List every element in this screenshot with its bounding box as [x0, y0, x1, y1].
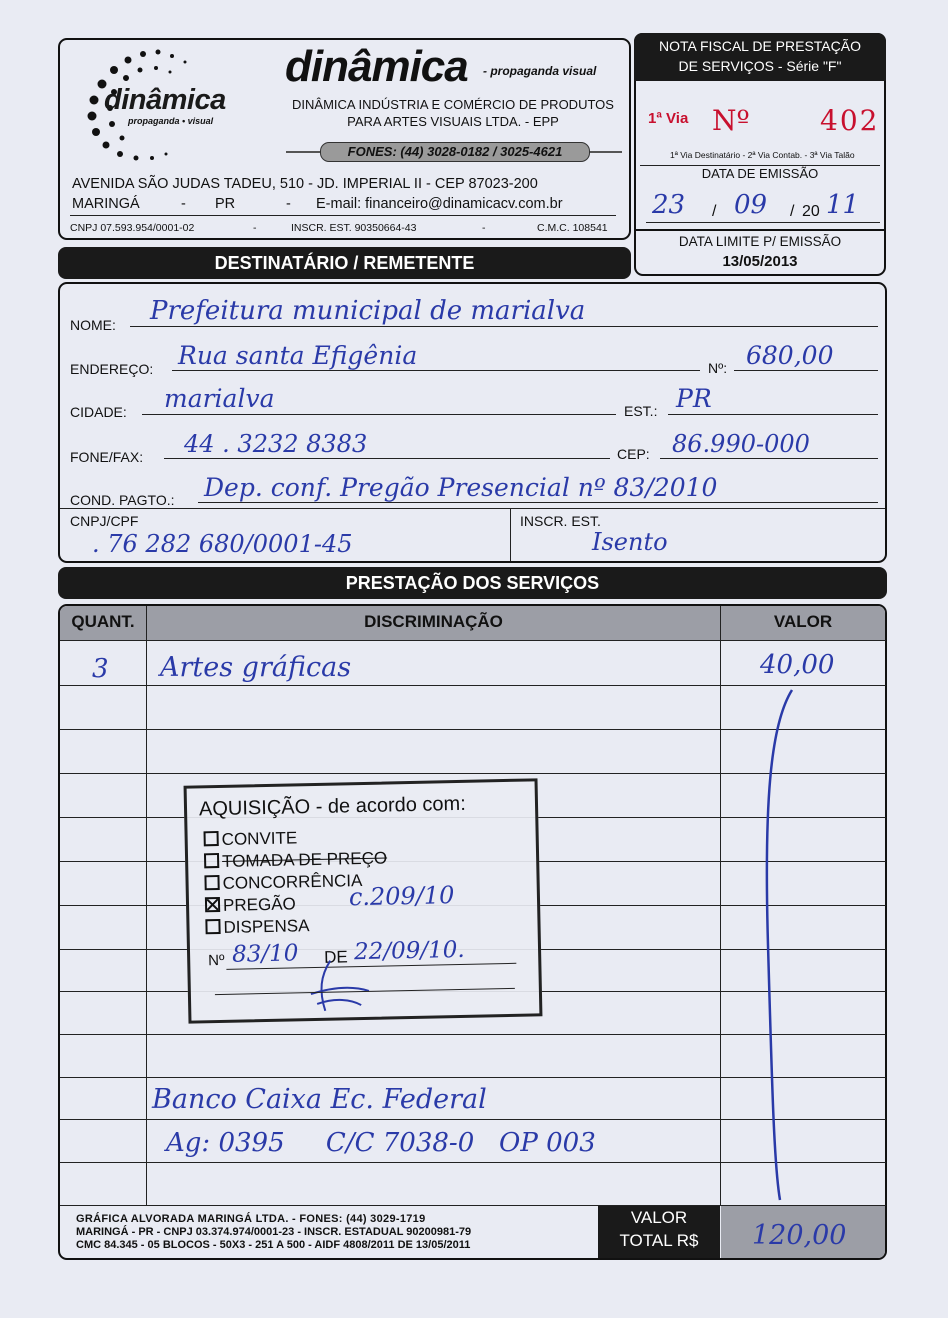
checkbox-icon	[204, 853, 219, 868]
endereco-value: Rua santa Efigênia	[178, 341, 418, 370]
cep-label: CEP:	[617, 446, 650, 462]
col-valor-header: VALOR	[773, 612, 833, 631]
logo-subtext: propaganda • visual	[128, 116, 214, 126]
invoice-title-line2: DE SERVIÇOS - Série "F"	[678, 58, 842, 74]
insc-est-value: Isento	[592, 528, 668, 556]
est-label: EST.:	[624, 403, 658, 419]
cnpj-row-rule	[60, 508, 885, 509]
company-email: E-mail: financeiro@dinamicacv.com.br	[316, 196, 563, 212]
state-separator: -	[286, 196, 291, 212]
services-section-bar	[58, 567, 887, 599]
emission-sep-2: /	[790, 203, 795, 220]
cep-line	[660, 458, 878, 459]
stamp-no-label: Nº	[208, 951, 225, 970]
invoice-number-label: Nº	[712, 104, 750, 137]
company-state: PR	[215, 196, 236, 212]
stamp-title: AQUISIÇÃO - de acordo com:	[198, 792, 466, 821]
services-section-title: PRESTAÇÃO DOS SERVIÇOS	[345, 573, 600, 593]
col-divider-valor	[720, 606, 721, 1206]
stamp-option-tomada: TOMADA DE PREÇO	[204, 848, 387, 872]
company-cnpj: CNPJ 07.593.954/0001-02	[70, 222, 195, 234]
brand-suffix: - propaganda visual	[483, 64, 597, 78]
checkbox-icon	[204, 831, 219, 846]
numero-value: 680,00	[746, 341, 834, 370]
emission-date-rule	[646, 222, 880, 223]
item-valor: 40,00	[760, 650, 835, 680]
item-description: Artes gráficas	[160, 652, 352, 683]
emission-year-prefix: 20	[802, 203, 820, 220]
company-name-line2: PARA ARTES VISUAIS LTDA. - EPP	[347, 114, 559, 129]
city-separator: -	[181, 196, 186, 212]
checked-checkbox-icon	[205, 897, 220, 912]
recipient-section-bar	[58, 247, 631, 279]
checkbox-icon	[205, 919, 220, 934]
stamp-option-convite: CONVITE	[203, 828, 297, 850]
endereco-line	[172, 370, 700, 371]
cidade-label: CIDADE:	[70, 404, 127, 420]
cond-pagto-value: Dep. conf. Pregão Presencial nº 83/2010	[204, 473, 718, 502]
col-quant-header: QUANT.	[71, 612, 135, 631]
printer-info-line3: CMC 84.345 - 05 BLOCOS - 50X3 - 251 A 500 - AIDF 4808/2011 DE 13/05/2011	[76, 1239, 471, 1251]
logo-text: dinâmica	[104, 84, 226, 116]
stamp-de-label: DE	[323, 947, 348, 967]
limit-date-rule	[636, 229, 884, 231]
total-value: 120,00	[752, 1220, 847, 1251]
company-city: MARINGÁ	[72, 196, 140, 212]
id-separator-2: -	[482, 222, 486, 234]
valor-continuation-stroke	[750, 685, 810, 1205]
company-address-rule	[70, 215, 616, 216]
stamp-option-dispensa: DISPENSA	[205, 916, 309, 938]
cnpj-row-divider	[510, 508, 511, 561]
printer-info-line1: GRÁFICA ALVORADA MARINGÁ LTDA. - FONES: (44) 3029-1719	[76, 1213, 426, 1225]
est-value: PR	[676, 384, 712, 413]
cnpj-value: . 76 282 680/0001-45	[92, 530, 353, 558]
company-address: AVENIDA SÃO JUDAS TADEU, 510 - JD. IMPERIAL II - CEP 87023-200	[72, 176, 538, 192]
printer-info-line2: MARINGÁ - PR - CNPJ 03.374.974/0001-23 - INSCR. ESTADUAL 90200981-79	[76, 1226, 472, 1238]
numero-label: Nº:	[708, 360, 728, 376]
fone-value: 44 . 3232 8383	[184, 430, 368, 458]
cnpj-label: CNPJ/CPF	[70, 513, 139, 529]
emission-date-label: DATA DE EMISSÃO	[701, 166, 819, 181]
checkbox-icon	[204, 875, 219, 890]
cond-pagto-label: COND. PAGTO.:	[70, 492, 175, 508]
invoice-via: 1ª Via	[648, 110, 689, 127]
col-divider-quant	[146, 606, 147, 1206]
emission-day: 23	[652, 190, 686, 220]
bank-line-2: Ag: 0395 C/C 7038-0 OP 003	[166, 1128, 596, 1158]
fone-line	[164, 458, 610, 459]
nome-label: NOME:	[70, 317, 116, 333]
acquisition-stamp	[184, 778, 543, 1023]
cond-pagto-line	[198, 502, 878, 503]
numero-line	[734, 370, 878, 371]
total-label-line2: TOTAL R$	[619, 1231, 699, 1250]
phones-text: FONES: (44) 3028-0182 / 3025-4621	[347, 144, 563, 159]
invoice-title-line1: NOTA FISCAL DE PRESTAÇÃO	[658, 38, 861, 54]
phones-banner	[320, 142, 590, 162]
limit-date-label: DATA LIMITE P/ EMISSÃO	[678, 234, 842, 249]
stamp-option-pregao: PREGÃO	[205, 894, 296, 916]
stamp-option-concorrencia: CONCORRÊNCIA	[204, 871, 362, 894]
item-quant: 3	[92, 654, 109, 684]
bank-line-1: Banco Caixa Ec. Federal	[152, 1084, 487, 1115]
company-cmc: C.M.C. 108541	[537, 222, 608, 234]
total-label-line1: VALOR	[630, 1208, 688, 1227]
cep-value: 86.990-000	[672, 430, 810, 458]
invoice-number: 402	[820, 104, 880, 137]
endereco-label: ENDEREÇO:	[70, 361, 154, 377]
stamp-date-value: 22/09/10.	[353, 936, 465, 966]
signature-mark	[290, 955, 381, 1017]
cidade-line	[142, 414, 616, 415]
id-separator-1: -	[253, 222, 257, 234]
stamp-pregao-note: c.209/10	[348, 881, 455, 912]
emission-sep-1: /	[712, 203, 717, 220]
limit-date-value: 13/05/2013	[722, 253, 798, 270]
cidade-value: marialva	[164, 384, 275, 413]
brand-title: dinâmica	[285, 42, 468, 91]
insc-est-label: INSCR. EST.	[520, 513, 601, 529]
invoice-via-note: 1ª Via Destinatário - 2ª Via Contab. - 3ª Via Talão	[670, 150, 855, 160]
col-desc-header: DISCRIMINAÇÃO	[364, 612, 503, 631]
emission-year: 11	[826, 190, 860, 220]
nome-value: Prefeitura municipal de marialva	[150, 296, 586, 326]
stamp-no-value: 83/10	[231, 940, 299, 968]
company-name-line1: DINÂMICA INDÚSTRIA E COMÉRCIO DE PRODUTOS	[292, 97, 614, 112]
recipient-section-title: DESTINATÁRIO / REMETENTE	[214, 253, 475, 273]
row-line	[60, 640, 886, 641]
company-insc-est: INSCR. EST. 90350664-43	[291, 222, 417, 234]
fone-label: FONE/FAX:	[70, 449, 144, 465]
emission-month: 09	[734, 190, 768, 220]
nome-line	[130, 326, 878, 327]
est-line	[668, 414, 878, 415]
